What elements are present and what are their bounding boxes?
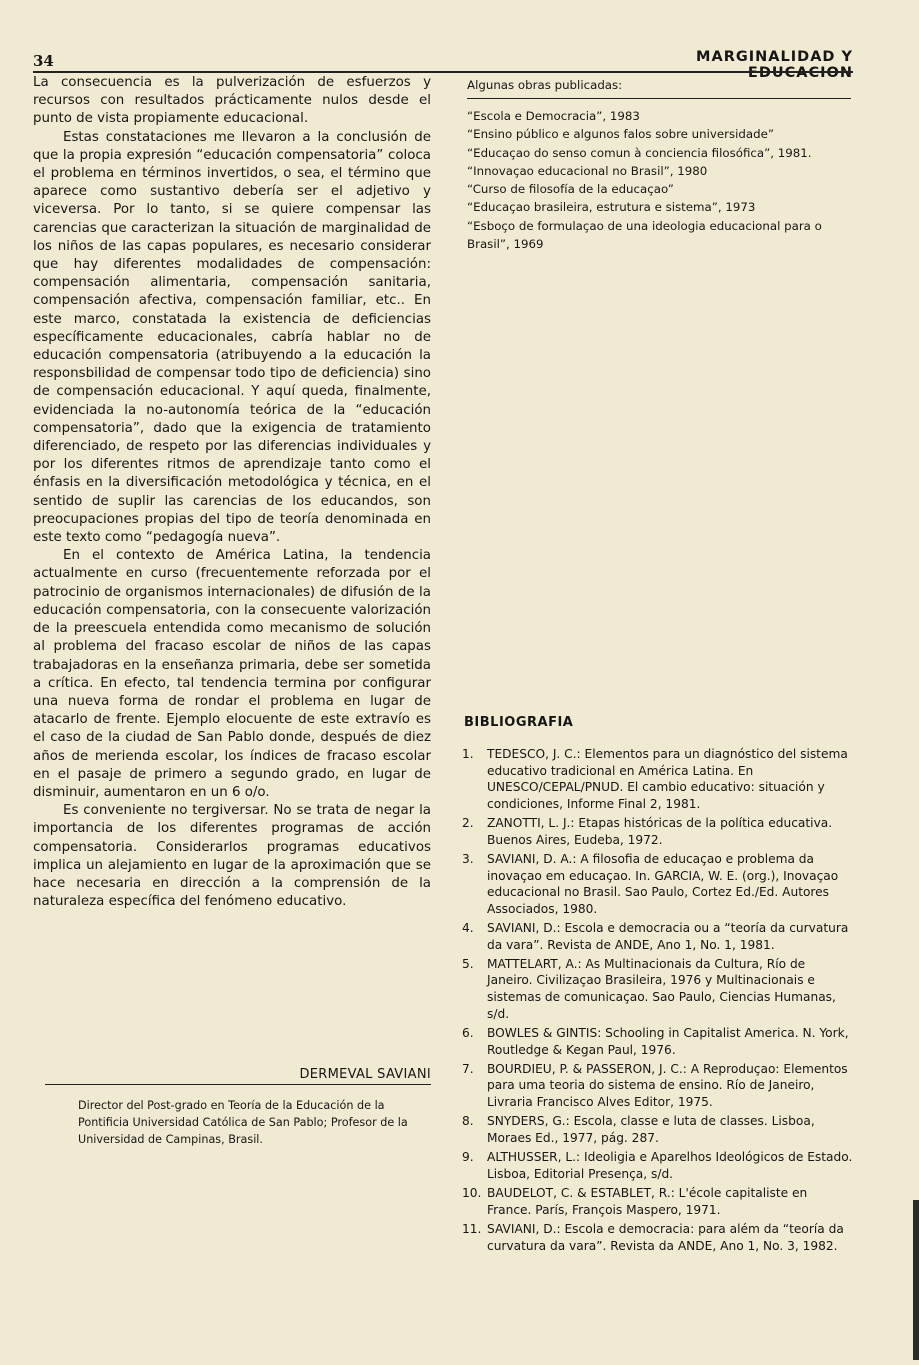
item-text: BAUDELOT, C. & ESTABLET, R.: L'école capitaliste en France. París, François Maspero, 1971. (487, 1186, 808, 1217)
item-text: SAVIANI, D. A.: A filosofia de educaçao e problema da inovaçao em educaçao. In. GARCIA, W. E. (org.), Inovaçao educacional no Brasil. Sao Paulo, Cortez Ed./Ed. Autores Associados, 1980. (487, 851, 839, 916)
bibliography-list (462, 746, 854, 1257)
bibliography-item (462, 920, 854, 953)
bibliography-item (462, 1221, 854, 1254)
page-number: 34 (33, 52, 54, 70)
item-text: TEDESCO, J. C.: Elementos para un diagnóstico del sistema educativo tradicional en América Latina. En UNESCO/CEPAL/PNUD. El cambio educativo: situación y condiciones, Informe Final 2, 1981. (487, 747, 848, 811)
item-text: BOWLES & GINTIS: Schooling in Capitalist America. N. York, Routledge & Kegan Paul, 1976. (487, 1025, 849, 1057)
item-number: 3. (462, 851, 474, 866)
item-text: MATTELART, A.: As Multinacionais da Cultura, Río de Janeiro. Civilizaçao Brasileira, 1976 y Multinacionais e sistemas de comunicaçao. Sao Paulo, Ciencias Humanas, s/d. (487, 956, 836, 1021)
page-edge-mark (913, 1200, 919, 1360)
author-rule (45, 1084, 431, 1085)
list-item: “Innovaçao educacional no Brasil”, 1980 (467, 163, 708, 178)
item-text: BOURDIEU, P. & PASSERON, J. C.: A Reproduçao: Elementos para uma teoria do sistema de ensino. Río de Janeiro, Livraria Francisco Alves Editor, 1975. (487, 1061, 848, 1109)
list-item: “Curso de filosofía de la educaçao” (467, 182, 674, 197)
works-heading: Algunas obras publicadas: (467, 78, 623, 92)
bibliography-item (462, 1185, 854, 1218)
bibliography-item (462, 1061, 854, 1111)
item-number: 7. (462, 1061, 474, 1076)
works-heading-block (467, 77, 853, 93)
header-rule (33, 71, 853, 73)
item-text: ZANOTTI, L. J.: Etapas históricas de la política educativa. Buenos Aires, Eudeba, 1972. (487, 816, 833, 847)
author-name: DERMEVAL SAVIANI (299, 1067, 431, 1082)
bibliography-item (462, 746, 854, 812)
list-item: “Educaçao brasileira, estrutura e sistema”, 1973 (467, 200, 756, 215)
item-number: 9. (462, 1150, 474, 1165)
paragraph: En el contexto de América Latina, la tendencia actualmente en curso (frecuentemente reforzada por el patrocinio de organismos internacionales) de difusión de la educación compensatoria, con la consecuente valorización de la preescuela entendida como mecanismo de solución al problema del fracaso escolar de niños de las capas trabajadoras en la enseñanza primaria, debe ser sometida a crítica. En efecto, tal tendencia termina por configurar una nueva forma de rondar el problema en lugar de atacarlo de frente. Ejemplo elocuente de este extravío es el caso de la ciudad de San Pablo donde, después de diez años de merienda escolar, los índices de fracaso escolar en el pasaje de primero a segundo grado, en lugar de disminuir, aumentaron en un 6 o/o. (33, 548, 431, 800)
item-number: 4. (462, 921, 474, 935)
list-item: “Escola e Democracia”, 1983 (467, 109, 640, 123)
list-item: “Educaçao do senso comun à conciencia filosófica”, 1981. (467, 145, 812, 160)
running-title: MARGINALIDAD Y EDUCACION (696, 49, 853, 81)
item-text: SAVIANI, D.: Escola e democracia: para além da “teoría da curvatura da vara”. Revista da ANDE, Ano 1, No. 3, 1982. (487, 1221, 844, 1253)
works-rule (467, 98, 851, 99)
item-number: 5. (462, 956, 474, 971)
list-item: “Ensino público e algunos falos sobre universidade” (467, 127, 774, 142)
bibliography-item (462, 956, 854, 1022)
item-text: ALTHUSSER, L.: Ideoligia e Aparelhos Ideológicos de Estado. Lisboa, Editorial Presença, s/d. (487, 1150, 853, 1181)
paragraph: La consecuencia es la pulverización de esfuerzos y recursos con resultados prácticamente nulos desde el punto de vista propiamente educacional. (33, 75, 431, 127)
item-number: 6. (462, 1025, 474, 1040)
item-number: 8. (462, 1114, 474, 1129)
item-text: SNYDERS, G.: Escola, classe e luta de classes. Lisboa, Moraes Ed., 1977, pág. 287. (487, 1114, 815, 1145)
left-column (33, 74, 431, 911)
bibliography-title: BIBLIOGRAFIA (464, 715, 574, 730)
bibliography-item (462, 1025, 854, 1058)
bibliography-item (462, 851, 854, 917)
item-number: 10. (462, 1186, 482, 1201)
item-number: 2. (462, 816, 474, 831)
paragraph: Es conveniente no tergiversar. No se trata de negar la importancia de los diferentes programas de acción compensatoria. Considerarlos programas educativos implica un alejamiento en lugar de la aproximación que se hace necesaria en dirección a la comprensión de la naturaleza específica del fenómeno educativo. (33, 803, 431, 910)
bibliography-item (462, 815, 854, 848)
list-item: “Esboço de formulaçao de una ideologia educacional para o Brasil”, 1969 (467, 218, 822, 252)
works-list (467, 107, 853, 253)
item-text: SAVIANI, D.: Escola e democracia ou a “teoría da curvatura da vara”. Revista de ANDE, Ano 1, No. 1, 1981. (487, 921, 849, 952)
item-number: 1. (462, 747, 474, 761)
item-number: 11. (462, 1221, 482, 1236)
author-bio: Director del Post-grado en Teoría de la Educación de la Pontificia Universidad Católica de San Pablo; Profesor de la Universidad de Campinas, Brasil. (78, 1099, 408, 1147)
paragraph: Estas constataciones me llevaron a la conclusión de que la propia expresión “educación compensatoria” coloca el problema en términos invertidos, o sea, el término que aparece como sustantivo debería ser el adjetivo y viceversa. Por lo tanto, si se quiere compensar las carencias que caracterizan la situación de marginalidad de los niños de las capas populares, es necesario considerar que hay diferentes modalidades de compensación: compensación alimentaria, compensación sanitaria, compensación afectiva, compensación familiar, etc.. En este marco, constatada la existencia de deficiencias específicamente educacionales, cabría hablar no de educación compensatoria (atribuyendo a la educación la responsbilidad de compensar todo tipo de deficiencia) sino de compensación educacional. Y aquí queda, finalmente, evidenciada la no-autonomía teórica de la “educación compensatoria”, dado que la exigencia de tratamiento diferenciado, de respeto por las diferencias individuales y por los diferentes ritmos de aprendizaje tanto como el énfasis en la diversificación metodológica y técnica, en el sentido de suplir las carencias de los educandos, son preocupaciones propias del tipo de teoría denominada en este texto como “pedagogía nueva”. (33, 129, 431, 546)
bibliography-item (462, 1149, 854, 1182)
bibliography-item (462, 1113, 854, 1146)
